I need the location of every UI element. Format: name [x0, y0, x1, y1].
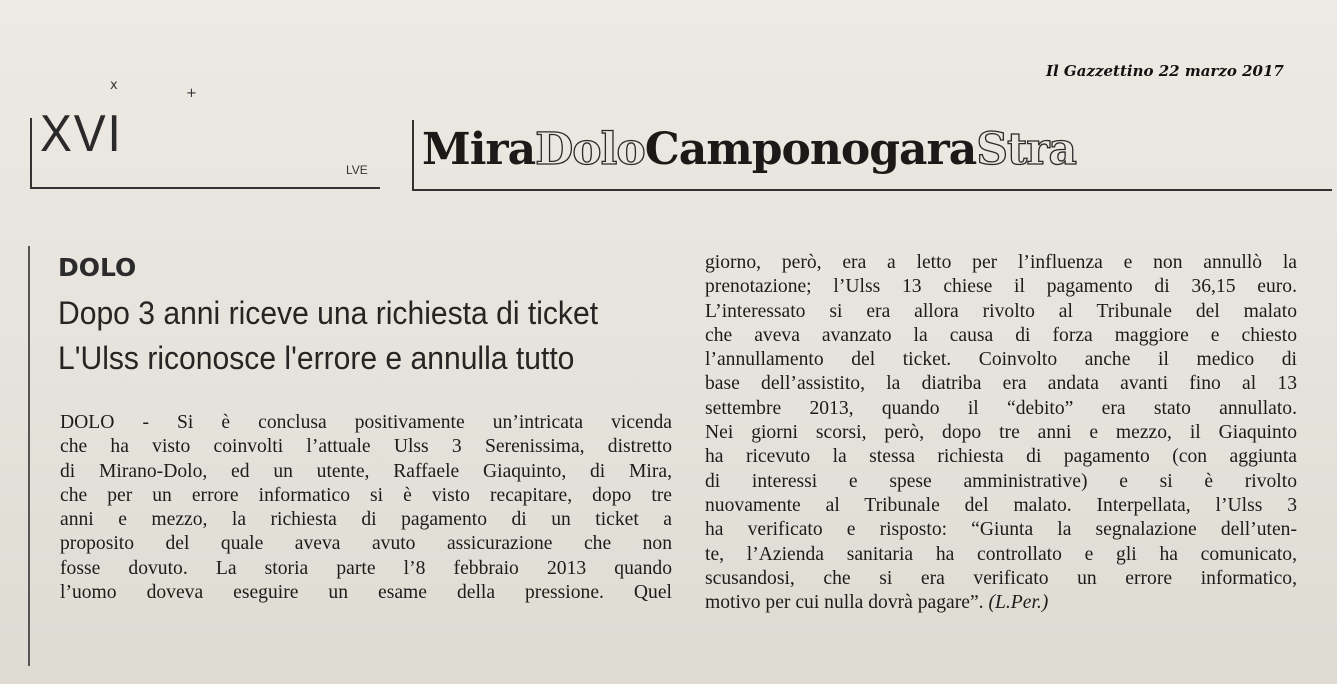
article-column-left: [60, 411, 672, 605]
body-line: anni e mezzo, la richiesta di pagamento di un ticket a: [60, 509, 672, 531]
edition-code: LVE: [346, 163, 368, 177]
header-rule-right-vertical: [412, 120, 414, 190]
body-line: ha verificato e risposto: “Giunta la segnalazione dell’uten-: [705, 519, 1297, 541]
body-line: proposito del quale aveva avuto assicurazione che non: [60, 533, 672, 555]
body-line-final-text: motivo per cui nulla dovrà pagare”.: [705, 592, 984, 614]
body-line: di Mirano-Dolo, ed un utente, Raffaele Giaquinto, di Mira,: [60, 460, 672, 482]
body-line: l’annullamento del ticket. Coinvolto anche il medico di: [705, 349, 1297, 371]
body-line: te, l’Azienda sanitaria ha controllato e gli ha comunicato,: [705, 543, 1297, 565]
masthead-town-dolo: Dolo: [535, 124, 645, 175]
header-rule-right-horizontal: [412, 189, 1332, 191]
masthead-town-camponogara: Camponogara: [644, 124, 977, 175]
body-line: nuovamente al Tribunale del malato. Interpellata, l’Ulss 3: [705, 494, 1297, 516]
page-number: XVI: [40, 105, 123, 163]
headline-line-1: Dopo 3 anni riceve una richiesta di ticket: [58, 295, 599, 331]
body-line: giorno, però, era a letto per l’influenza e non annullò la: [705, 252, 1297, 273]
body-line: prenotazione; l’Ulss 13 chiese il pagamento di 36,15 euro.: [705, 276, 1297, 298]
headline-line-2: L'Ulss riconosce l'errore e annulla tutto: [58, 340, 575, 376]
body-line: fosse dovuto. La storia parte l’8 febbraio 2013 quando: [60, 557, 672, 579]
body-line: di interessi e spese amministrative) e si è rivolto: [705, 470, 1297, 492]
masthead-town-stra: Stra: [976, 124, 1077, 175]
article-column-right: [705, 251, 1297, 615]
body-line-final: [705, 591, 1297, 615]
body-line: che aveva avanzato la causa di forza maggiore e chiesto: [705, 324, 1297, 346]
body-line: DOLO - Si è conclusa positivamente un’intricata vicenda: [60, 412, 672, 433]
body-line: base dell’assistito, la diatriba era andata avanti fino al 13: [705, 373, 1297, 395]
masthead-town-mira: Mira: [422, 124, 536, 175]
header-rule-left-vertical: [30, 118, 32, 188]
body-line: scusandosi, che si era verificato un errore informatico,: [705, 567, 1297, 589]
body-line: ha ricevuto la stessa richiesta di pagamento (con aggiunta: [705, 446, 1297, 468]
body-line: settembre 2013, quando il “debito” era stato annullato.: [705, 397, 1297, 419]
source-note: Il Gazzettino 22 marzo 2017: [1046, 62, 1284, 80]
body-line: L’interessato si era allora rivolto al Tribunale del malato: [705, 300, 1297, 322]
margin-mark-plus: +: [186, 86, 197, 101]
article-signature: (L.Per.): [988, 592, 1049, 614]
body-line: Nei giorni scorsi, però, dopo tre anni e mezzo, il Giaquinto: [705, 422, 1297, 444]
header-rule-left-horizontal: [30, 187, 380, 189]
body-line: che per un errore informatico si è visto recapitare, dopo tre: [60, 484, 672, 506]
margin-mark-x: x: [110, 78, 118, 93]
section-masthead: [422, 124, 1077, 175]
article-kicker: DOLO: [58, 253, 137, 282]
article-rule: [28, 246, 30, 666]
body-line: l’uomo doveva eseguire un esame della pressione. Quel: [60, 582, 672, 604]
body-line: che ha visto coinvolti l’attuale Ulss 3 Serenissima, distretto: [60, 436, 672, 458]
